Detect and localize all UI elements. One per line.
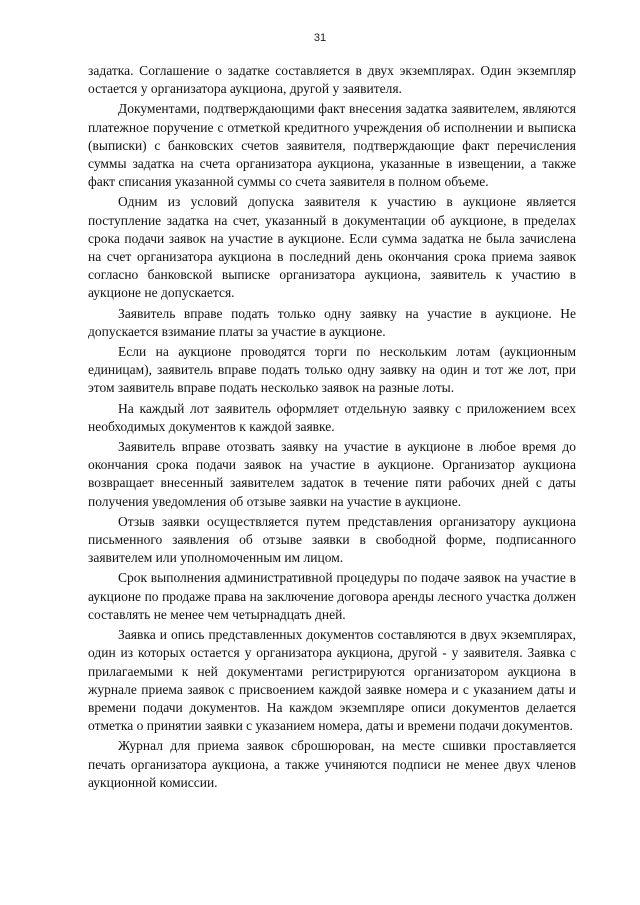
paragraph-9: Срок выполнения административной процедуры по подаче заявок на участие в аукционе по продаже права на заключение договора аренды лесного участка должен составлять не менее чем четырнадцать дней. — [88, 570, 576, 622]
paragraph-5: Если на аукционе проводятся торги по нескольким лотам (аукционным единицам), заявитель вправе подать только одну заявку на один и тот же лот, при этом заявитель вправе подать несколько заявок на разные лоты. — [88, 344, 576, 396]
paragraph-10: Заявка и опись представленных документов составляются в двух экземплярах, один из которых остается у организатора аукциона, другой - у заявителя. Заявка с прилагаемыми к ней документами регистрируются организатором аукциона в журнале приема заявок с присвоением каждой заявке номера и с указанием даты и времени подачи документов. На каждом экземпляре описи документов делается отметка о принятии заявки с указанием номера, даты и времени подачи документов. — [88, 627, 576, 734]
paragraph-11: Журнал для приема заявок сброшюрован, на месте сшивки проставляется печать организатора аукциона, а также учиняются подписи не менее двух членов аукционной комиссии. — [88, 738, 576, 790]
paragraph-2: Документами, подтверждающими факт внесения задатка заявителем, являются платежное поручение с отметкой кредитного учреждения об исполнении и выписка (выписки) с банковских счетов заявителя, подтверждающие факт перечисления суммы задатка на счета организатора аукциона, указанные в извещении, а также факт списания указанной суммы со счета заявителя в полном объеме. — [88, 101, 576, 190]
paragraph-4: Заявитель вправе подать только одну заявку на участие в аукционе. Не допускается взимание платы за участие в аукционе. — [88, 305, 576, 339]
paragraph-1: задатка. Соглашение о задатке составляется в двух экземплярах. Один экземпляр остается у организатора аукциона, другой у заявителя. — [88, 63, 576, 97]
paragraph-6: На каждый лот заявитель оформляет отдельную заявку с приложением всех необходимых документов к каждой заявке. — [88, 400, 576, 434]
paragraph-7: Заявитель вправе отозвать заявку на участие в аукционе в любое время до окончания срока подачи заявок на участие в аукционе. Организатор аукциона возвращает внесенный заявителем задаток в течение пяти рабочих дней с даты получения уведомления об отзыве заявки на участие в аукционе. — [88, 439, 576, 509]
paragraph-8: Отзыв заявки осуществляется путем представления организатору аукциона письменного заявления об отзыве заявки в свободной форме, подписанного заявителем или уполномоченным им лицом. — [88, 513, 576, 566]
page-number: 31 — [313, 32, 327, 44]
document-body — [88, 62, 576, 792]
paragraph-3: Одним из условий допуска заявителя к участию в аукционе является поступление задатка на счет, указанный в документации об аукционе, в пределах срока подачи заявок на участие в аукционе. Если сумма задатка не была зачислена на счет организатора аукциона в последний день окончания срока приема заявок согласно банковской выписке организатора аукциона, заявитель к участию в аукционе не допускается. — [88, 194, 576, 301]
